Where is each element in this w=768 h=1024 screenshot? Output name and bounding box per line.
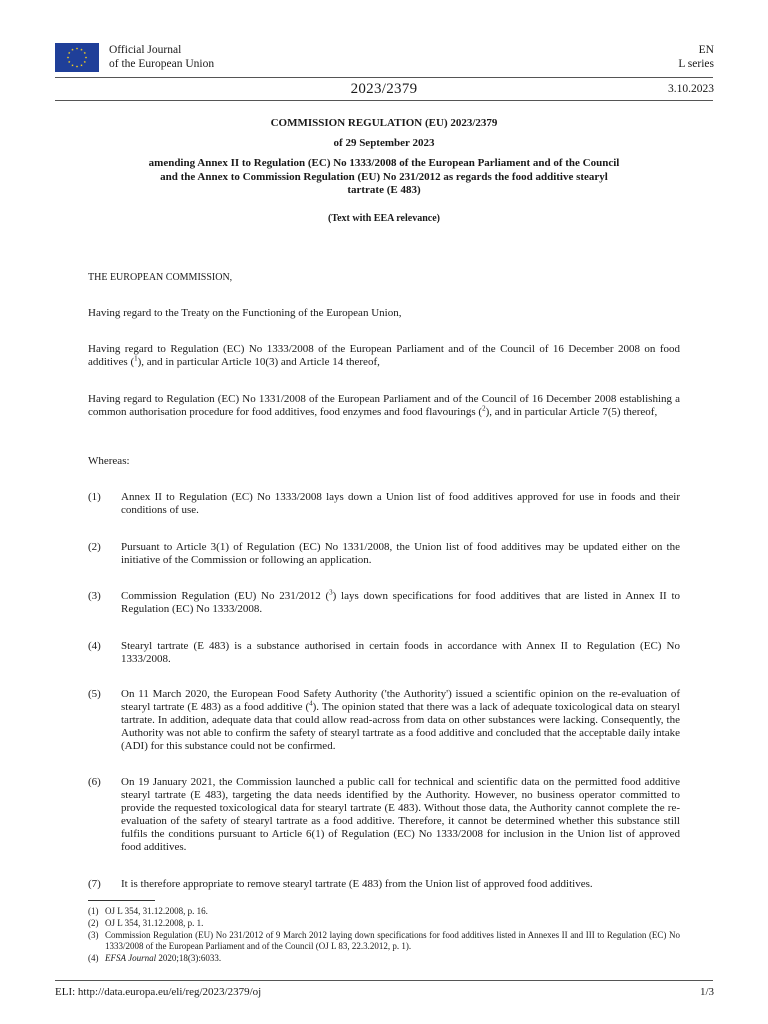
recital-number: (2) xyxy=(88,541,101,553)
recital-number: (4) xyxy=(88,640,101,652)
eea-relevance: (Text with EEA relevance) xyxy=(328,213,440,224)
eu-stars-icon xyxy=(55,43,99,72)
recital-body: ). The opinion stated that there was a lack of adequate toxicological data on stearyl tartrate. In addition, adequate data that could allow read-across from data on other substances were lacking. Consequently, the Authority was not able to confirm the safety of stearyl tartrate as a food additive and concluded that the acceptable daily intake (ADI) for this substance could not be confirmed. xyxy=(121,701,680,752)
recital-text xyxy=(121,590,680,616)
page-number: 1/3 xyxy=(699,986,714,998)
recital-body: Commission Regulation (EU) No 231/2012 ( xyxy=(121,590,330,602)
eli-label: ELI: xyxy=(55,986,76,998)
recital-text xyxy=(121,541,680,567)
language-series xyxy=(678,44,714,71)
recital-number: (7) xyxy=(88,878,101,890)
recital-text xyxy=(121,640,680,666)
recital-body: It is therefore appropriate to remove stearyl tartrate (E 483) from the Union list of approved food additives. xyxy=(121,878,593,890)
whereas-heading: Whereas: xyxy=(88,455,130,467)
journal-title: EFSA Journal xyxy=(105,953,157,963)
footnote-number: (4) xyxy=(88,953,99,963)
recital-number: (6) xyxy=(88,776,101,788)
footnote-divider xyxy=(88,900,155,901)
recital-body: On 11 March 2020, the European Food Safety Authority ('the Authority') issued a scientific opinion on the re-evaluation of stearyl tartrate (E 483) as a food additive ( xyxy=(121,688,680,713)
language-code: EN xyxy=(698,44,714,56)
footnote-text: OJ L 354, 31.12.2008, p. 16. xyxy=(105,906,208,916)
citation-treaty: Having regard to the Treaty on the Functioning of the European Union, xyxy=(88,307,402,319)
recital-text xyxy=(121,878,680,891)
journal-name-line1: Official Journal xyxy=(109,44,182,56)
recital-body: On 19 January 2021, the Commission launched a public call for technical and scientific data on the permitted food additive stearyl tartrate (E 483), targeting the data needs identified by the Authority. However, no business operator committed to provide the requested toxicological data for stearyl tartrate (E 483). Without those data, the Authority cannot complete the re-evaluation of the safety of stearyl tartrate as a food additive. Therefore, it cannot be determined whether this substance still fulfils the conditions pursuant to Article 6(1) of Regulation (EC) No 1333/2008 for inclusion in the Union list of approved food additives. xyxy=(121,776,680,853)
footnote-number: (2) xyxy=(88,918,99,928)
footnote-ref[interactable]: 4 xyxy=(309,699,313,708)
recital-body: Stearyl tartrate (E 483) is a substance authorised in certain foods in accordance with Annex II to Regulation (EC) No 1333/2008. xyxy=(121,640,680,665)
footer-divider xyxy=(55,980,713,981)
subject-line: amending Annex II to Regulation (EC) No 1333/2008 of the European Parliament and of the Council xyxy=(148,157,620,169)
header-divider xyxy=(55,77,713,78)
recital-text xyxy=(121,491,680,517)
subject-line: and the Annex to Commission Regulation (EU) No 231/2012 as regards the food additive stearyl xyxy=(160,170,608,183)
footnote xyxy=(88,918,680,929)
footnote-number: (1) xyxy=(88,906,99,916)
citation-text: ), and in particular Article 10(3) and Article 14 thereof, xyxy=(137,356,380,368)
citation-text: Having regard to Regulation (EC) No 1331/2008 of the European Parliament and of the Council of 16 December 2008 establishing a common authorisation procedure for food additives, food enzymes and food flavourings ( xyxy=(88,393,680,418)
citation-text: ), and in particular Article 7(5) thereof, xyxy=(485,406,658,418)
footnote-text xyxy=(105,953,680,964)
citation-text: Having regard to Regulation (EC) No 1333/2008 of the European Parliament and of the Council of 16 December 2008 on food additives ( xyxy=(88,343,680,368)
footnote-text: Commission Regulation (EU) No 231/2012 of 9 March 2012 laying down specifications for food additives listed in Annexes II and III to Regulation (EC) No 1333/2008 of the European Parliament and of the Council (OJ L 83, 22.3.2012, p. 1). xyxy=(105,930,680,951)
recital-number: (3) xyxy=(88,590,101,602)
journal-name-line2: of the European Union xyxy=(109,57,215,70)
header-divider-bottom xyxy=(55,100,713,101)
eli-link[interactable]: http://data.europa.eu/eli/reg/2023/2379/oj xyxy=(77,986,262,998)
journal-ref: 2020;18(3):6033. xyxy=(156,953,222,963)
regulation-subject xyxy=(88,157,680,198)
recital-number: (1) xyxy=(88,491,101,503)
author-statement: THE EUROPEAN COMMISSION, xyxy=(88,272,233,283)
recital-text xyxy=(121,688,680,753)
eli-reference xyxy=(55,986,261,998)
footnote-ref[interactable]: 1 xyxy=(134,354,138,363)
footnote xyxy=(88,930,680,952)
regulation-number: 2023/2379 xyxy=(350,81,418,97)
regulation-date: of 29 September 2023 xyxy=(333,137,435,149)
publication-date: 3.10.2023 xyxy=(668,83,714,95)
footnote-ref[interactable]: 2 xyxy=(482,404,486,413)
regulation-title: COMMISSION REGULATION (EU) 2023/2379 xyxy=(270,117,498,129)
citation-regulation-1331 xyxy=(88,393,680,419)
recital-number: (5) xyxy=(88,688,101,700)
series-label: L series xyxy=(678,57,714,70)
journal-name xyxy=(109,44,214,71)
footnote xyxy=(88,906,680,917)
citation-regulation-1333 xyxy=(88,343,680,369)
recital-text xyxy=(121,776,680,854)
recital-body: ) lays down specifications for food additives that are listed in Annex II to Regulation (EC) No 1333/2008. xyxy=(121,590,681,615)
footnote xyxy=(88,953,680,964)
footnote-text: OJ L 354, 31.12.2008, p. 1. xyxy=(105,918,204,928)
recital-body: Pursuant to Article 3(1) of Regulation (EC) No 1331/2008, the Union list of food additives may be updated either on the initiative of the Commission or following an application. xyxy=(121,541,680,566)
footnote-ref[interactable]: 3 xyxy=(329,588,333,597)
recital-body: Annex II to Regulation (EC) No 1333/2008 lays down a Union list of food additives approved for use in foods and their conditions of use. xyxy=(121,491,680,516)
subject-line: tartrate (E 483) xyxy=(347,184,421,196)
eu-flag-logo xyxy=(55,43,99,72)
footnote-number: (3) xyxy=(88,930,99,940)
